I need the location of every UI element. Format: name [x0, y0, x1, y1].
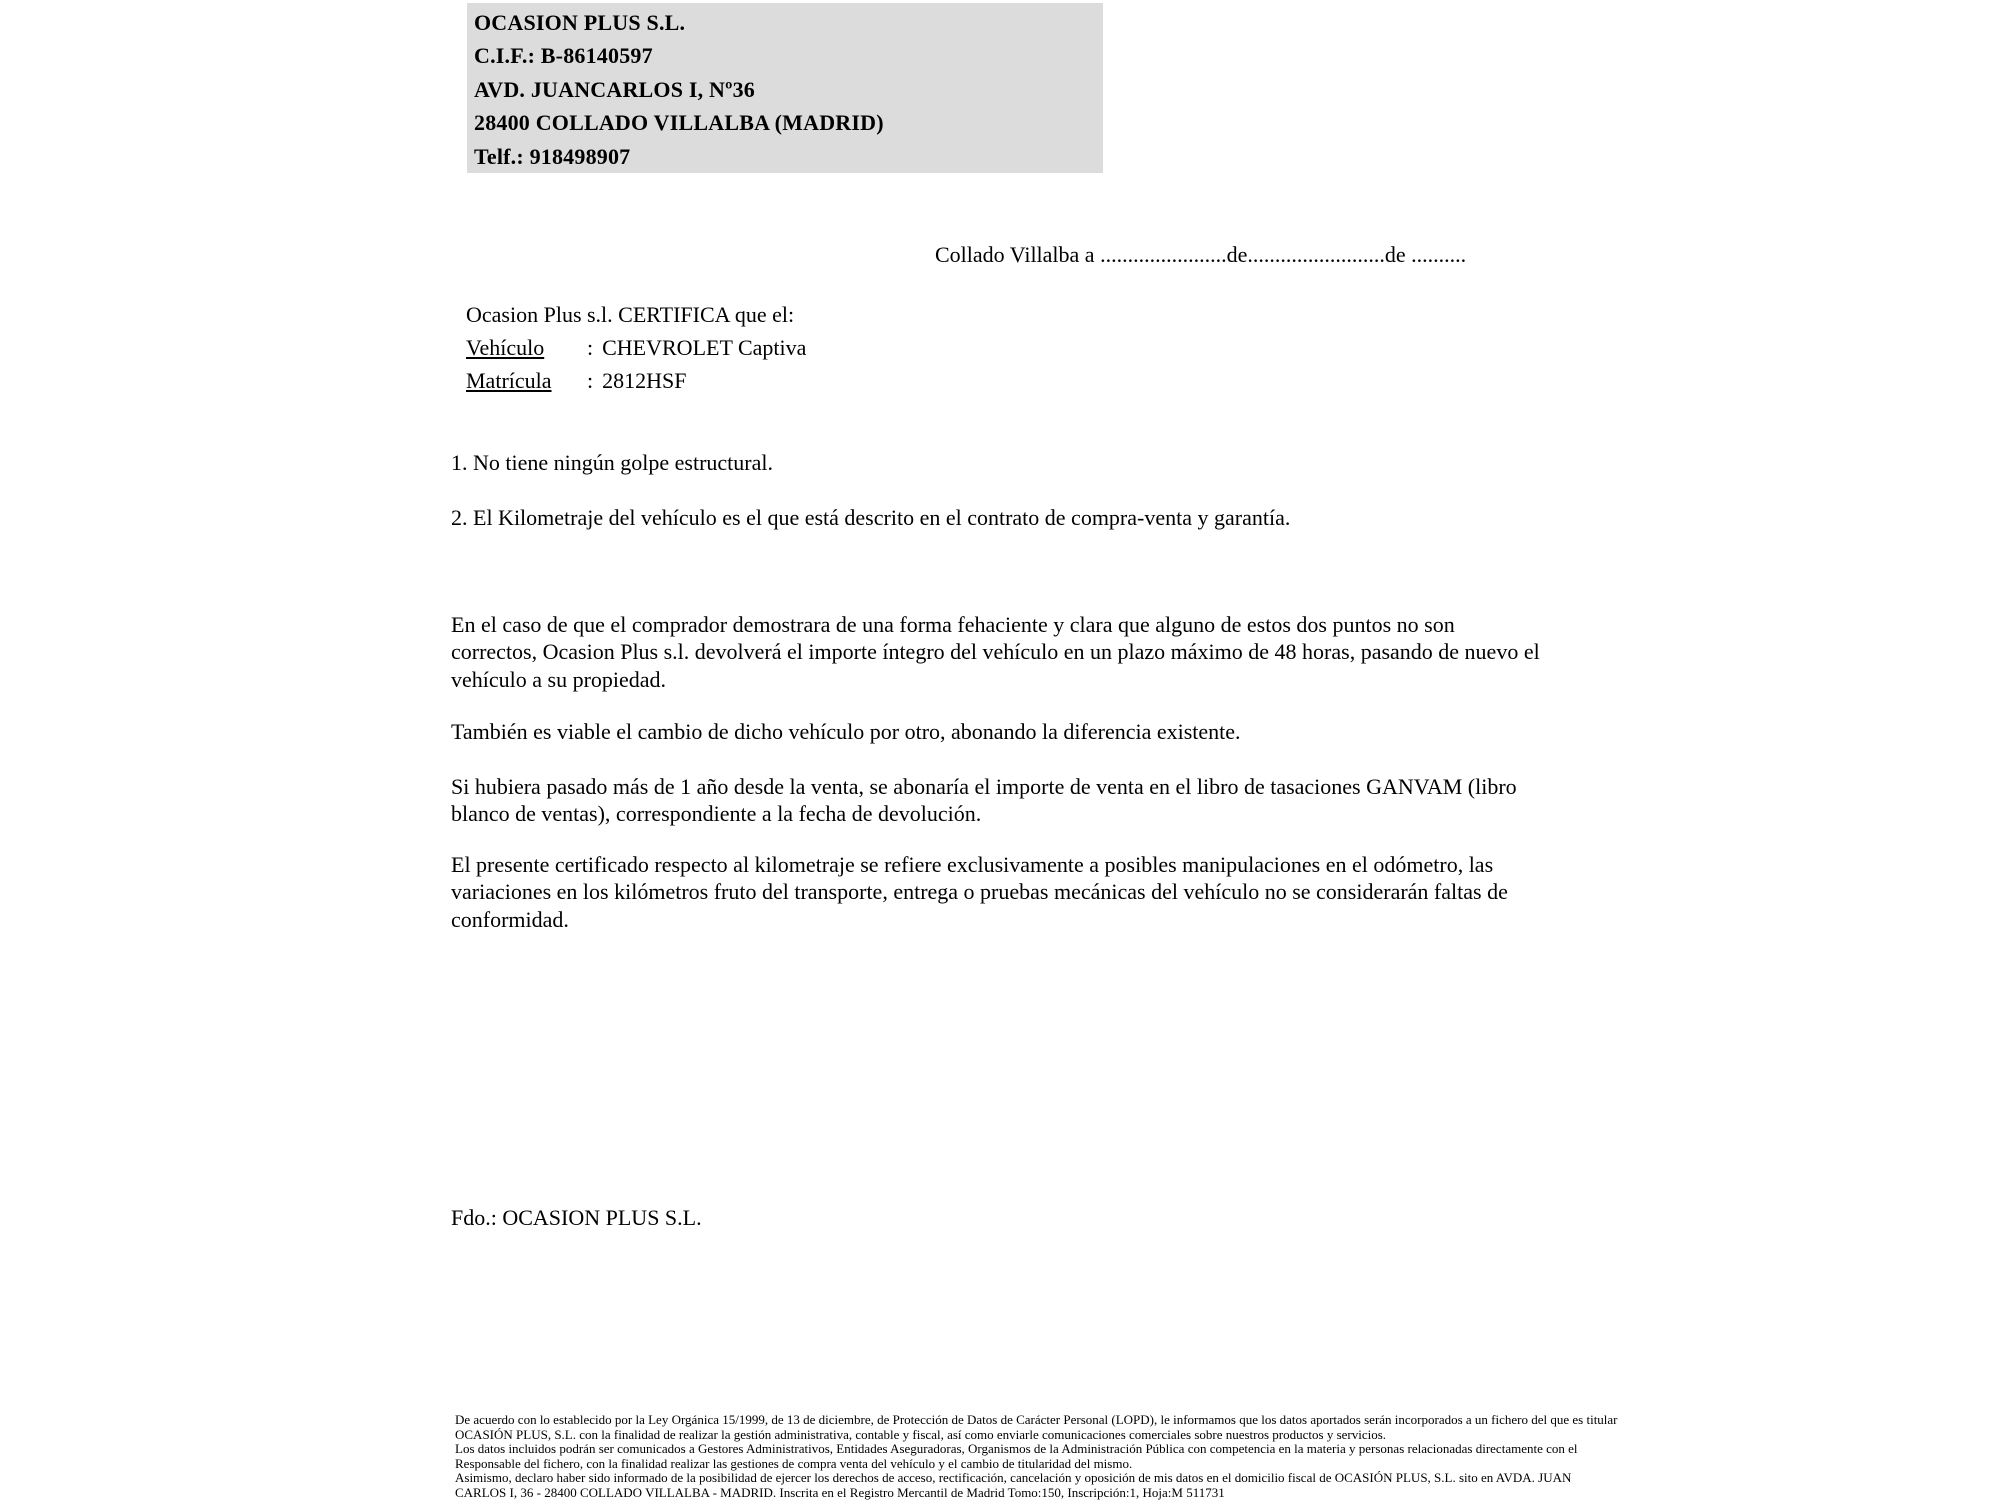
- vehicle-field-value: CHEVROLET Captiva: [602, 335, 807, 360]
- vehicle-field-separator: :: [587, 335, 594, 360]
- company-cif: C.I.F.: B-86140597: [474, 43, 653, 69]
- company-city: 28400 COLLADO VILLALBA (MADRID): [474, 110, 884, 136]
- statement-2: 2. El Kilometraje del vehículo es el que está descrito en el contrato de compra-venta y garantía.: [451, 505, 1291, 530]
- legal-line: CARLOS I, 36 - 28400 COLLADO VILLALBA - MADRID. Inscrita en el Registro Mercantil de Madrid Tomo:150, Inscripción:1, Hoja:M 511731: [455, 1484, 1225, 1500]
- legal-line: Los datos incluidos podrán ser comunicados a Gestores Administrativos, Entidades Aseguradoras, Organismos de la Administración Pública con competencia en la materia y personas relacionadas directamente con el: [455, 1441, 1578, 1456]
- legal-line: Asimismo, declaro haber sido informado de la posibilidad de ejercer los derechos de acceso, rectificación, cancelación y oposición de mis datos en el domicilio fiscal de OCASIÓN PLUS, S.L. sito en AVDA. JUAN: [455, 1470, 1572, 1485]
- paragraph-refund-clause: En el caso de que el comprador demostrara de una forma fehaciente y clara que alguno de estos dos puntos no son correctos, Ocasion Plus s.l. devolverá el importe íntegro del vehículo en un plazo máximo de 48 horas, pasando de nuevo el vehículo a su propiedad.: [451, 612, 1540, 692]
- legal-line: OCASIÓN PLUS, S.L. con la finalidad de realizar la gestión administrativa, contable y fiscal, así como enviarle comunicaciones comerciales sobre nuestros productos y servicios.: [455, 1426, 1387, 1442]
- company-name: OCASION PLUS S.L.: [474, 10, 686, 35]
- company-phone: Telf.: 918498907: [474, 143, 631, 169]
- plate-field-label: Matrícula: [466, 368, 552, 393]
- vehicle-field-row: [466, 331, 806, 364]
- paragraph-ganvam-clause: Si hubiera pasado más de 1 año desde la venta, se abonaría el importe de venta en el libro de tasaciones GANVAM (libro blanco de ventas), correspondiente a la fecha de devolución.: [451, 774, 1517, 827]
- legal-line: De acuerdo con lo establecido por la Ley Orgánica 15/1999, de 13 de diciembre, de Protección de Datos de Carácter Personal (LOPD), le informamos que los datos aportados serán incorporados a un fichero del que es titular: [455, 1412, 1618, 1427]
- legal-line: Responsable del fichero, con la finalidad realizar las gestiones de compra venta del vehículo y el cambio de titularidad del mismo.: [455, 1455, 1133, 1471]
- plate-field-separator: :: [587, 368, 594, 393]
- plate-field-value: 2812HSF: [602, 368, 687, 393]
- statement-1: 1. No tiene ningún golpe estructural.: [451, 450, 773, 475]
- company-header-box: [467, 3, 1103, 173]
- vehicle-field-label: Vehículo: [466, 335, 545, 360]
- paragraph-exchange-clause: También es viable el cambio de dicho vehículo por otro, abonando la diferencia existente.: [451, 719, 1241, 744]
- certificate-block: [466, 298, 806, 397]
- signature-line: Fdo.: OCASION PLUS S.L.: [451, 1205, 702, 1230]
- certificate-intro: Ocasion Plus s.l. CERTIFICA que el:: [466, 302, 795, 327]
- paragraph-odometer-clause: El presente certificado respecto al kilometraje se refiere exclusivamente a posibles manipulaciones en el odómetro, las variaciones en los kilómetros fruto del transporte, entrega o pruebas mecánicas del vehículo no se considerarán faltas de conformidad.: [451, 852, 1508, 932]
- legal-fine-print: [455, 1412, 1618, 1500]
- company-address: AVD. JUANCARLOS I, Nº36: [474, 76, 755, 102]
- date-line: Collado Villalba a .......................de.........................de ..........: [935, 242, 1467, 267]
- plate-field-row: [466, 364, 806, 397]
